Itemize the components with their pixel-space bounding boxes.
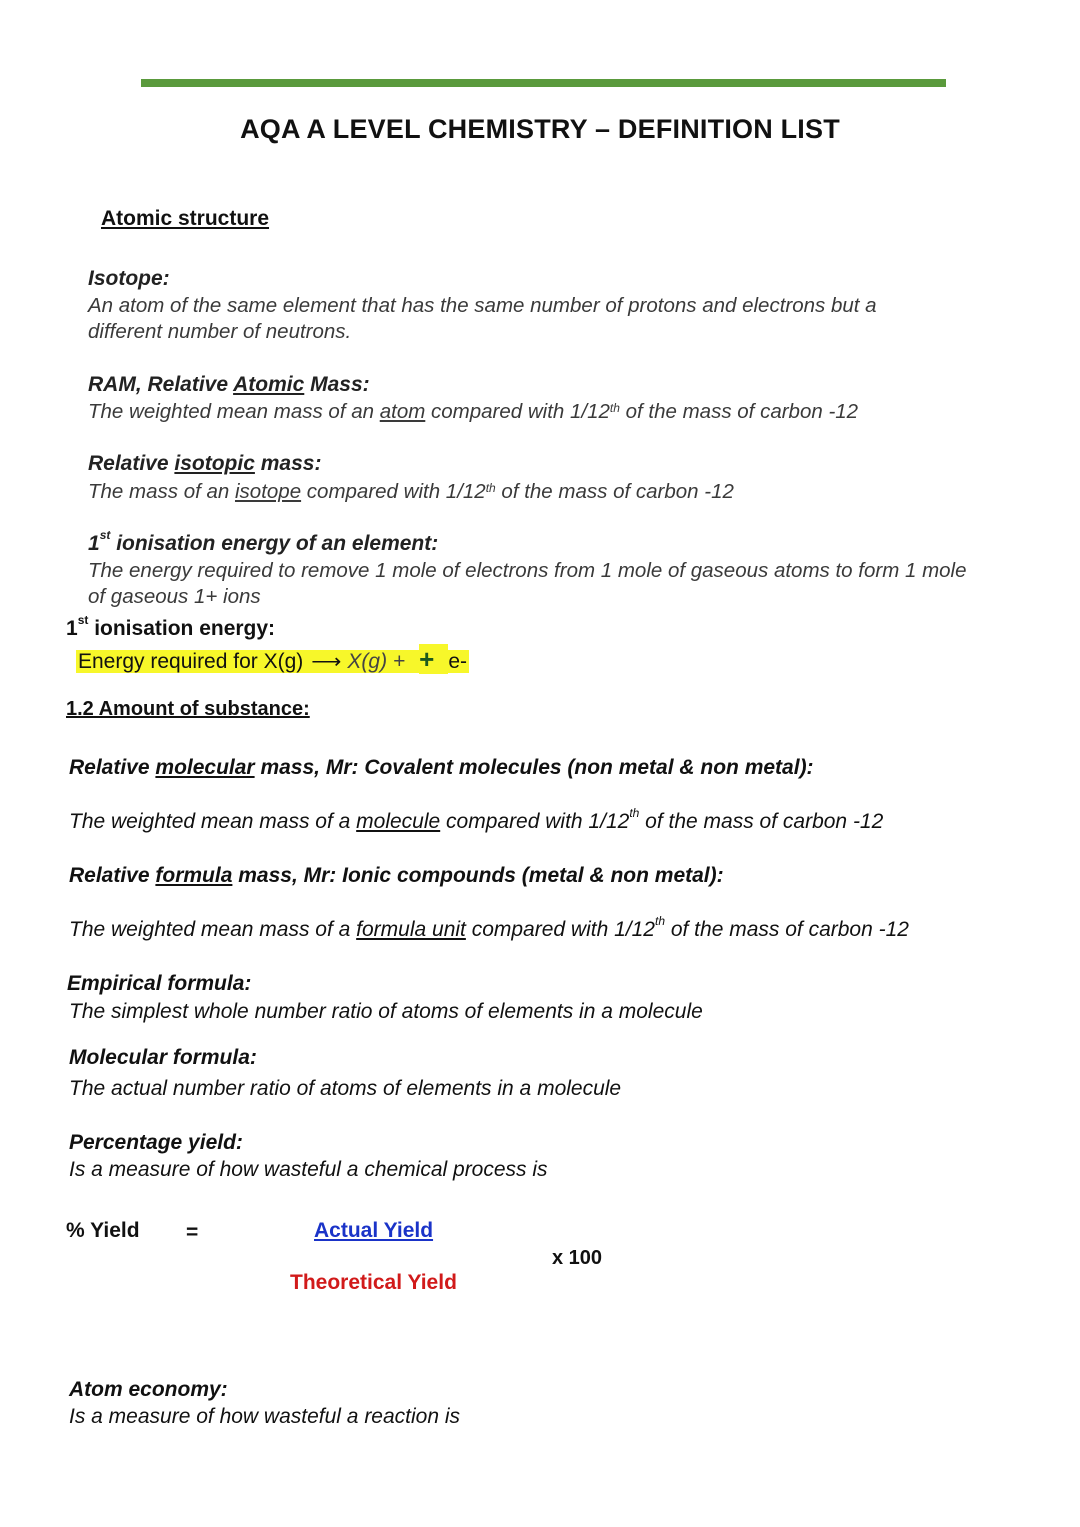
equation-left: Energy required for X(g): [78, 650, 304, 673]
ionisation-term: 1st ionisation energy of an element:: [88, 528, 439, 555]
molecular-formula-definition: The actual number ratio of atoms of elements in a molecule: [69, 1077, 622, 1100]
ionisation-definition-line1: The energy required to remove 1 mole of electrons from 1 mole of gaseous atoms to form 1 mole: [88, 559, 967, 582]
isotopic-mass-term: Relative isotopic mass:: [88, 452, 322, 475]
atom-economy-term: Atom economy:: [69, 1378, 228, 1401]
ram-term: RAM, Relative Atomic Mass:: [88, 373, 370, 396]
arrow-icon: ⟶: [305, 650, 347, 673]
yield-formula-equals: =: [186, 1221, 199, 1244]
section-heading-amount-of-substance: 1.2 Amount of substance:: [66, 698, 310, 720]
ionisation-note-heading: 1st ionisation energy:: [66, 613, 276, 640]
equation-middle: X(g) +: [347, 650, 419, 673]
empirical-formula-term: Empirical formula:: [67, 972, 252, 995]
ram-definition: The weighted mean mass of an atom compared with 1/12th of the mass of carbon -12: [88, 400, 859, 423]
isotope-definition-line2: different number of neutrons.: [88, 320, 352, 343]
equation-right: e-: [448, 650, 468, 673]
isotope-definition-line1: An atom of the same element that has the same number of protons and electrons but a: [88, 294, 877, 317]
yield-formula-lhs: % Yield: [66, 1219, 140, 1242]
rmm-definition: The weighted mean mass of a molecule compared with 1/12th of the mass of carbon -12: [69, 806, 884, 833]
plus-icon: +: [419, 644, 448, 674]
rfm-term: Relative formula mass, Mr: Ionic compounds (metal & non metal):: [69, 864, 724, 887]
rmm-term: Relative molecular mass, Mr: Covalent molecules (non metal & non metal):: [69, 756, 814, 779]
ionisation-equation: [76, 644, 469, 675]
theoretical-yield-denominator: Theoretical Yield: [290, 1271, 457, 1294]
isotope-term: Isotope:: [88, 267, 170, 290]
section-heading-atomic-structure: Atomic structure: [101, 207, 270, 230]
actual-yield-numerator: Actual Yield: [314, 1219, 434, 1242]
atom-economy-definition: Is a measure of how wasteful a reaction is: [69, 1405, 461, 1428]
empirical-formula-definition: The simplest whole number ratio of atoms of elements in a molecule: [69, 1000, 703, 1023]
percentage-yield-term: Percentage yield:: [69, 1131, 243, 1154]
ionisation-definition-line2: of gaseous 1+ ions: [88, 585, 261, 608]
percentage-yield-definition: Is a measure of how wasteful a chemical process is: [69, 1158, 548, 1181]
page-title: AQA A LEVEL CHEMISTRY – DEFINITION LIST: [240, 114, 840, 144]
isotopic-mass-definition: The mass of an isotope compared with 1/12th of the mass of carbon -12: [88, 480, 734, 503]
header-rule: [141, 79, 946, 87]
molecular-formula-term: Molecular formula:: [69, 1046, 257, 1069]
yield-multiplier: x 100: [552, 1247, 603, 1269]
rfm-definition: The weighted mean mass of a formula unit compared with 1/12th of the mass of carbon -12: [69, 914, 909, 941]
